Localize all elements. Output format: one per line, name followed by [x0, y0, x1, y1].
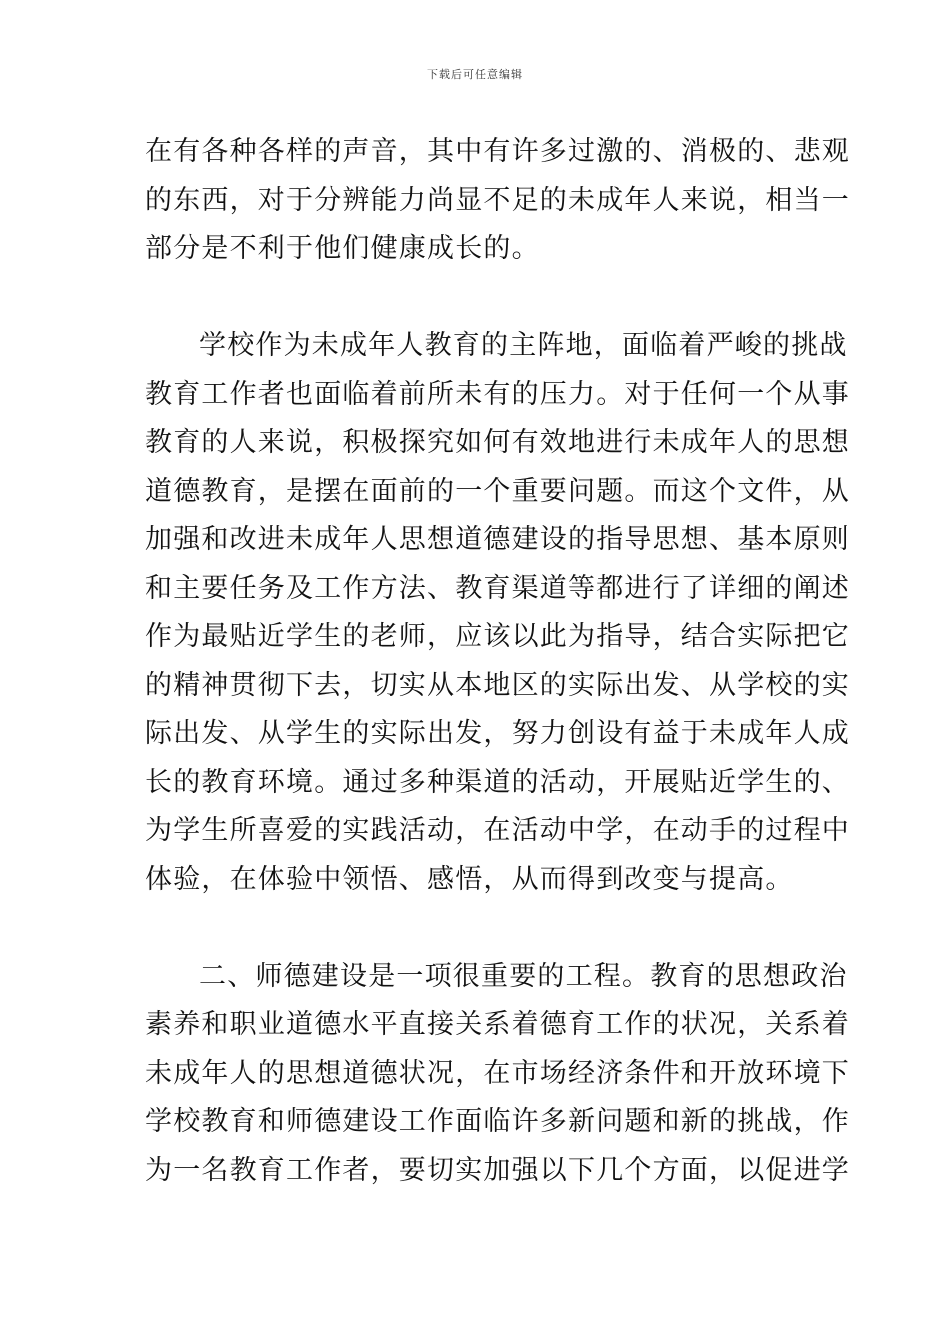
text-line: 体验，在体验中领悟、感悟，从而得到改变与提高。	[145, 863, 794, 895]
text-line: 二、师德建设是一项很重要的工程。教育的思想政治	[199, 960, 848, 992]
text-line: 加强和改进未成年人思想道德建设的指导思想、基本原则	[145, 524, 850, 555]
text-line: 教育的人来说，积极探究如何有效地进行未成年人的思想	[145, 427, 850, 458]
text-line: 的东西，对于分辨能力尚显不足的未成年人来说，相当一	[145, 184, 850, 216]
header-note: 下载后可任意编辑	[427, 68, 523, 81]
text-line: 部分是不利于他们健康成长的。	[145, 233, 540, 264]
text-line: 为学生所喜爱的实践活动，在活动中学，在动手的过程中	[145, 815, 850, 846]
document-body	[145, 128, 850, 1195]
text-line: 长的教育环境。通过多种渠道的活动，开展贴近学生的、	[145, 766, 850, 798]
text-line: 际出发、从学生的实际出发，努力创设有益于未成年人成	[145, 718, 850, 749]
paragraph-2	[145, 322, 850, 904]
paragraph-3	[145, 953, 850, 1196]
paragraph-1	[145, 128, 850, 274]
text-line: 学校作为未成年人教育的主阵地，面临着严峻的挑战	[199, 330, 848, 361]
text-line: 学校教育和师德建设工作面临许多新问题和新的挑战，作	[145, 1106, 850, 1137]
text-line: 素养和职业道德水平直接关系着德育工作的状况，关系着	[145, 1009, 850, 1040]
text-line: 的精神贯彻下去，切实从本地区的实际出发、从学校的实	[145, 669, 850, 701]
paragraph-spacer	[145, 274, 807, 323]
paragraph-spacer	[145, 904, 807, 953]
text-line: 作为最贴近学生的老师，应该以此为指导，结合实际把它	[145, 621, 850, 652]
text-line: 未成年人的思想道德状况，在市场经济条件和开放环境下	[145, 1057, 850, 1089]
text-line: 道德教育，是摆在面前的一个重要问题。而这个文件，从	[145, 475, 850, 507]
text-line: 在有各种各样的声音，其中有许多过激的、消极的、悲观	[145, 136, 850, 167]
text-line: 和主要任务及工作方法、教育渠道等都进行了详细的阐述	[145, 572, 850, 604]
text-line: 教育工作者也面临着前所未有的压力。对于任何一个从事	[145, 378, 850, 410]
text-line: 为一名教育工作者，要切实加强以下几个方面，以促进学	[145, 1154, 850, 1186]
